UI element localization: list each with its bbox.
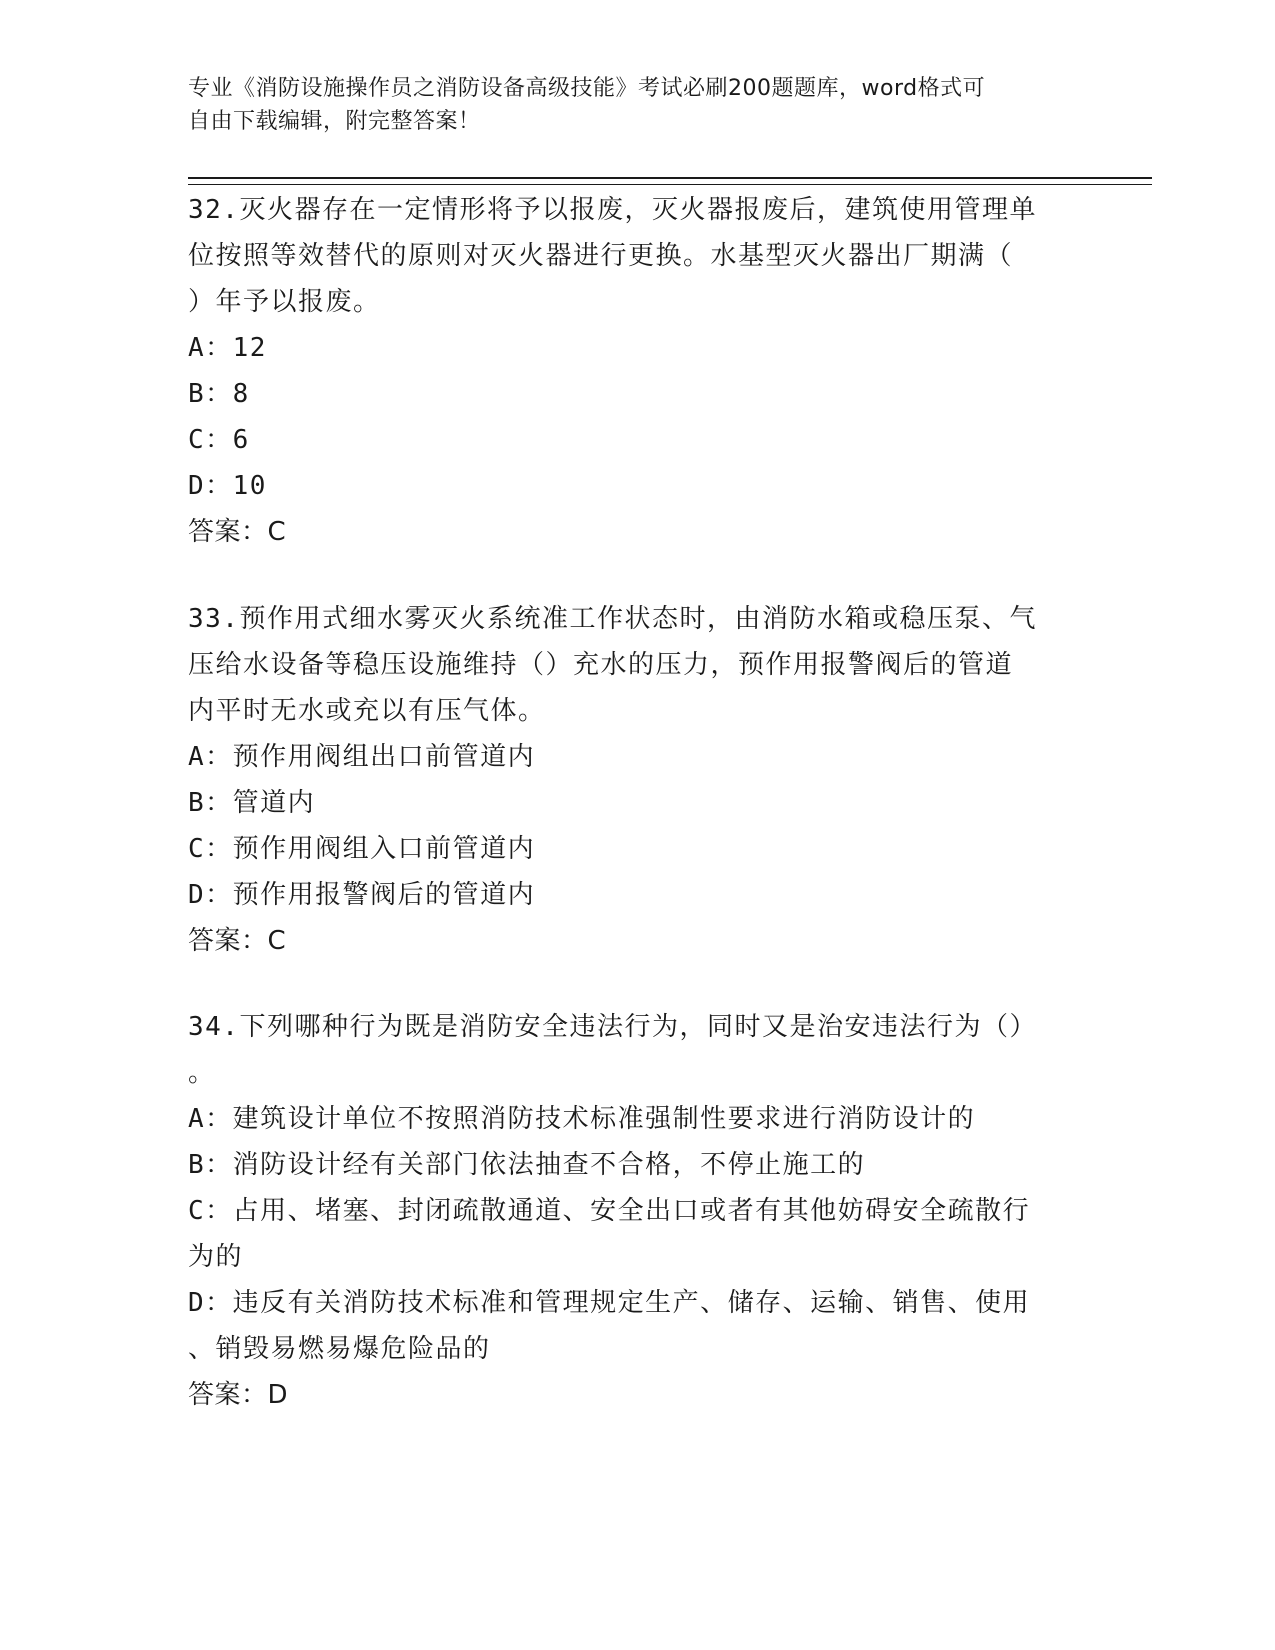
option-a bbox=[188, 1096, 1078, 1142]
option-a bbox=[188, 325, 1078, 371]
option-a bbox=[188, 734, 1078, 780]
option-d bbox=[188, 1280, 1078, 1326]
option-text: 6 bbox=[232, 425, 250, 455]
document-header bbox=[188, 72, 1068, 138]
option-text: 预作用阀组入口前管道内 bbox=[232, 834, 536, 864]
question-stem-line: 内平时无水或充以有压气体。 bbox=[188, 696, 546, 726]
option-text: 占用、堵塞、封闭疏散通道、安全出口或者有其他妨碍安全疏散行 bbox=[232, 1196, 1031, 1226]
header-divider-thin bbox=[188, 184, 1152, 185]
option-letter: D： bbox=[188, 1288, 233, 1318]
option-c bbox=[188, 826, 1078, 872]
option-text: 预作用阀组出口前管道内 bbox=[232, 742, 536, 772]
option-d bbox=[188, 463, 1078, 509]
option-text: 建筑设计单位不按照消防技术标准强制性要求进行消防设计的 bbox=[232, 1104, 976, 1134]
question-32 bbox=[188, 187, 1078, 555]
answer-line: 答案：C bbox=[188, 926, 287, 956]
option-letter: C： bbox=[188, 1196, 233, 1226]
option-c bbox=[188, 417, 1078, 463]
answer-line: 答案：D bbox=[188, 1380, 289, 1410]
header-line-2: 自由下载编辑，附完整答案！ bbox=[188, 109, 481, 134]
header-divider-thick bbox=[188, 177, 1152, 179]
question-stem-line: 32.灭火器存在一定情形将予以报废，灭火器报废后，建筑使用管理单 bbox=[188, 195, 1037, 225]
option-text: 8 bbox=[232, 379, 250, 409]
option-letter: A： bbox=[188, 742, 233, 772]
option-b bbox=[188, 371, 1078, 417]
question-34 bbox=[188, 1004, 1078, 1418]
option-letter: B： bbox=[188, 788, 233, 818]
question-stem-line: ）年予以报废。 bbox=[188, 287, 381, 317]
question-stem-line: 34.下列哪种行为既是消防安全违法行为，同时又是治安违法行为（） bbox=[188, 1012, 1037, 1042]
option-letter: B： bbox=[188, 379, 233, 409]
option-c-continuation: 为的 bbox=[188, 1242, 244, 1272]
option-c bbox=[188, 1188, 1078, 1234]
question-stem-line: 位按照等效替代的原则对灭火器进行更换。水基型灭火器出厂期满（ bbox=[188, 241, 1014, 271]
option-text: 预作用报警阀后的管道内 bbox=[232, 880, 536, 910]
option-text: 12 bbox=[232, 333, 267, 363]
option-b bbox=[188, 780, 1078, 826]
option-text: 消防设计经有关部门依法抽查不合格，不停止施工的 bbox=[232, 1150, 866, 1180]
option-letter: A： bbox=[188, 333, 233, 363]
question-stem-line: 压给水设备等稳压设施维持（）充水的压力，预作用报警阀后的管道 bbox=[188, 650, 1014, 680]
option-letter: D： bbox=[188, 880, 233, 910]
option-d bbox=[188, 872, 1078, 918]
option-text: 违反有关消防技术标准和管理规定生产、储存、运输、销售、使用 bbox=[232, 1288, 1031, 1318]
header-line-1: 专业《消防设施操作员之消防设备高级技能》考试必刷200题题库，word格式可 bbox=[188, 76, 986, 101]
option-letter: C： bbox=[188, 834, 233, 864]
answer-line: 答案：C bbox=[188, 517, 287, 547]
option-letter: B： bbox=[188, 1150, 233, 1180]
question-stem-line: 。 bbox=[188, 1058, 216, 1088]
question-33 bbox=[188, 596, 1078, 964]
option-letter: A： bbox=[188, 1104, 233, 1134]
option-letter: C： bbox=[188, 425, 233, 455]
option-text: 管道内 bbox=[232, 788, 316, 818]
question-stem-line: 33.预作用式细水雾灭火系统准工作状态时，由消防水箱或稳压泵、气 bbox=[188, 604, 1037, 634]
option-letter: D： bbox=[188, 471, 233, 501]
option-b bbox=[188, 1142, 1078, 1188]
option-d-continuation: 、销毁易燃易爆危险品的 bbox=[188, 1334, 491, 1364]
option-text: 10 bbox=[232, 471, 267, 501]
